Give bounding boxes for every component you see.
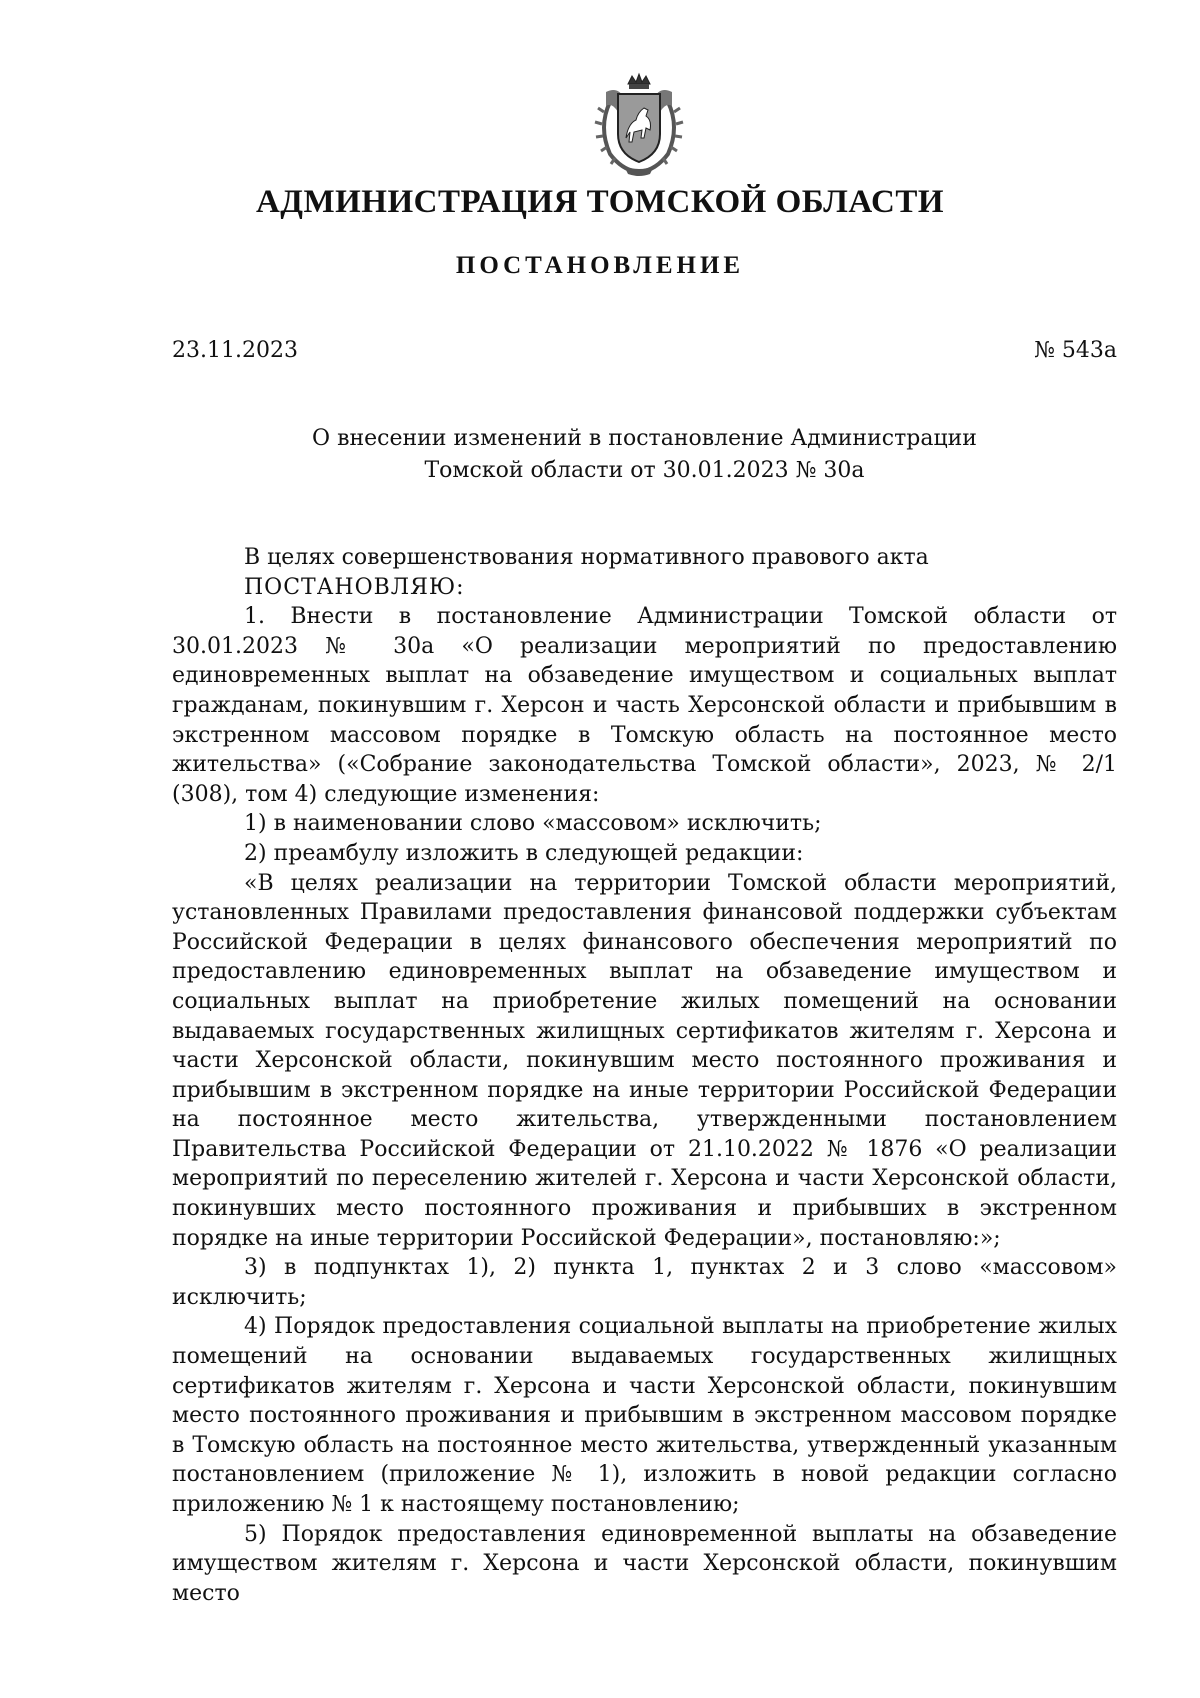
preamble-quote-paragraph: «В целях реализации на территории Томской области мероприятий, установленных Правилами предоставления финансовой поддержки субъектам Российской Федерации в целях финансового обеспечения мероприятий по предоставлению единовременных выплат на обзаведение имуществом и социальных выплат на приобретение жилых помещений на основании выдаваемых государственных жилищных сертификатов жителям г. Херсона и части Херсонской области, покинувшим место постоянного проживания и прибывшим в экстренном порядке на иные территории Российской Федерации на постоянное место жительства, утвержденными постановлением Правительства Российской Федерации от 21.10.2022 № 1876 «О реализации мероприятий по переселению жителей г. Херсона и части Херсонской области, покинувших место постоянного проживания и прибывших в экстренном порядке на иные территории Российской Федерации», постановляю:»; [172, 870, 1117, 1251]
document-body [172, 543, 1117, 1608]
purpose-paragraph: В целях совершенствования нормативного правового акта [244, 545, 929, 570]
document-date: 23.11.2023 [172, 338, 298, 363]
subitem-3-paragraph: 3) в подпунктах 1), 2) пункта 1, пунктах 2 и 3 слово «массовом» исключить; [172, 1255, 1117, 1310]
subject-line-2: Томской области от 30.01.2023 № 30а [424, 458, 865, 483]
organization-title: АДМИНИСТРАЦИЯ ТОМСКОЙ ОБЛАСТИ [255, 184, 945, 220]
document-number: № 543а [1034, 338, 1117, 363]
decree-paragraph: ПОСТАНОВЛЯЮ: [244, 574, 465, 600]
subitem-1-paragraph: 1) в наименовании слово «массовом» исключить; [244, 811, 822, 837]
coat-of-arms-icon [588, 72, 690, 178]
subitem-2-paragraph: 2) преамбулу изложить в следующей редакции: [244, 840, 804, 866]
subitem-5-paragraph: 5) Порядок предоставления единовременной выплаты на обзаведение имуществом жителям г. Херсона и части Херсонской области, покинувшим место [172, 1521, 1117, 1606]
subject-line-1: О внесении изменений в постановление Администрации [312, 426, 977, 451]
subitem-4-paragraph: 4) Порядок предоставления социальной выплаты на приобретение жилых помещений на основании выдаваемых государственных жилищных сертификатов жителям г. Херсона и части Херсонской области, покинувшим место постоянного проживания и прибывшим в экстренном массовом порядке в Томскую область на постоянное место жительства, утвержденный указанным постановлением (приложение № 1), изложить в новой редакции согласно приложению № 1 к настоящему постановлению; [172, 1314, 1117, 1517]
document-type-heading: ПОСТАНОВЛЕНИЕ [455, 252, 745, 279]
document-subject [172, 423, 1117, 487]
item-1-paragraph: 1. Внести в постановление Администрации Томской области от 30.01.2023 № 30а «О реализации мероприятий по предоставлению единовременных выплат на обзаведение имуществом и социальных выплат гражданам, покинувшим г. Херсон и часть Херсонской области и прибывшим в экстренном массовом порядке в Томскую область на постоянное место жительства» («Собрание законодательства Томской области», 2023, № 2/1 (308), том 4) следующие изменения: [172, 604, 1117, 807]
